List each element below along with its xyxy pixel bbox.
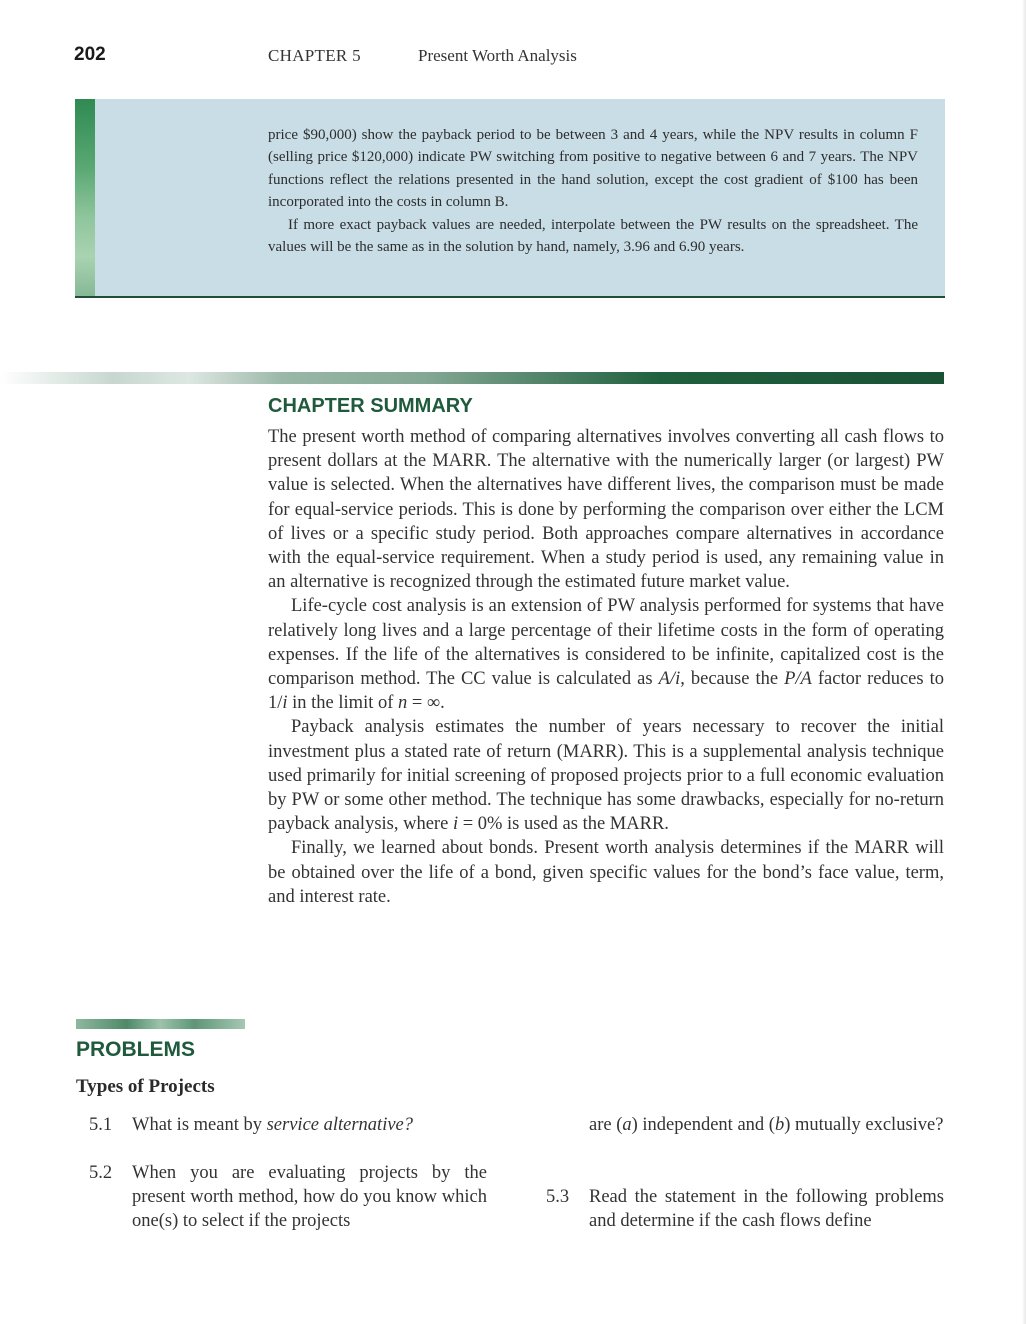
example-paragraph: If more exact payback values are needed, interpolate between the PW results on the spreadsheet. The values will be the same as in the solution by hand, namely, 3.96 and 6.90 years. [268, 216, 918, 256]
page-edge [1022, 0, 1026, 1324]
example-paragraph: price $90,000) show the payback period to be between 3 and 4 years, while the NPV results in column F (selling price $120,000) indicate PW switching from positive to negative between 6 and 7 years. The NPV functions reflect the relations presented in the hand solution, except the cost gradient of $100 has been incorporated into the costs in column B. [268, 127, 918, 211]
summary-body [268, 425, 944, 909]
summary-paragraph: Finally, we learned about bonds. Present worth analysis determines if the MARR will be obtained over the life of a bond, given specific values for the bond’s face value, term, and interest rate. [268, 838, 944, 907]
section-heading: CHAPTER SUMMARY [268, 395, 473, 417]
problem-number: 5.3 [546, 1187, 570, 1207]
summary-paragraph: Life-cycle cost analysis is an extension of PW analysis performed for systems that have relatively long lives and a large percentage of their lifetime costs in the form of operating expenses. If the life of the alternatives is considered to be infinite, capitalized cost is the comparison method. The CC value is calculated as A/i, because the P/A factor reduces to 1/i in the limit of n = ∞. [268, 596, 944, 714]
summary-paragraph: Payback analysis estimates the number of years necessary to recover the initial investment plus a stated rate of return (MARR). This is a supplemental analysis technique used primarily for initial screening of proposed projects prior to a full economic evaluation by PW or some other method. The technique has some drawbacks, especially for no-return payback analysis, where i = 0% is used as the MARR. [268, 717, 944, 835]
example-side-stripe [75, 99, 95, 296]
chapter-title: Present Worth Analysis [418, 46, 577, 65]
problem-number: 5.2 [89, 1163, 113, 1183]
problems-heading: PROBLEMS [76, 1038, 196, 1061]
example-box [75, 99, 945, 298]
summary-paragraph: The present worth method of comparing alternatives involves converting all cash flows to present dollars at the MARR. The alternative with the numerically larger (or largest) PW value is selected. When the alternatives have different lives, the comparison must be made for equal-service periods. This is done by performing the comparison over either the LCM of lives or a specific study period. Both approaches compare alternatives in accordance with the equal-service requirement. When a study period is used, any remaining value in an alternative is recognized through the estimated future market value. [268, 427, 944, 593]
chapter-label: CHAPTER 5 [268, 46, 361, 65]
problem-text-continued: are (a) independent and (b) mutually exclusive? [589, 1115, 944, 1135]
page-number: 202 [74, 44, 106, 65]
section-rule [76, 1019, 245, 1029]
problem-text: What is meant by service alternative? [132, 1115, 414, 1135]
example-text [268, 124, 918, 258]
section-rule [0, 372, 944, 384]
problem-text: Read the statement in the following problems and determine if the cash flows define [589, 1187, 944, 1231]
problem-number: 5.1 [89, 1115, 113, 1135]
problem-text: When you are evaluating projects by the present worth method, how do you know which one(s) to select if the projects [132, 1163, 487, 1231]
subsection-heading: Types of Projects [76, 1076, 215, 1097]
